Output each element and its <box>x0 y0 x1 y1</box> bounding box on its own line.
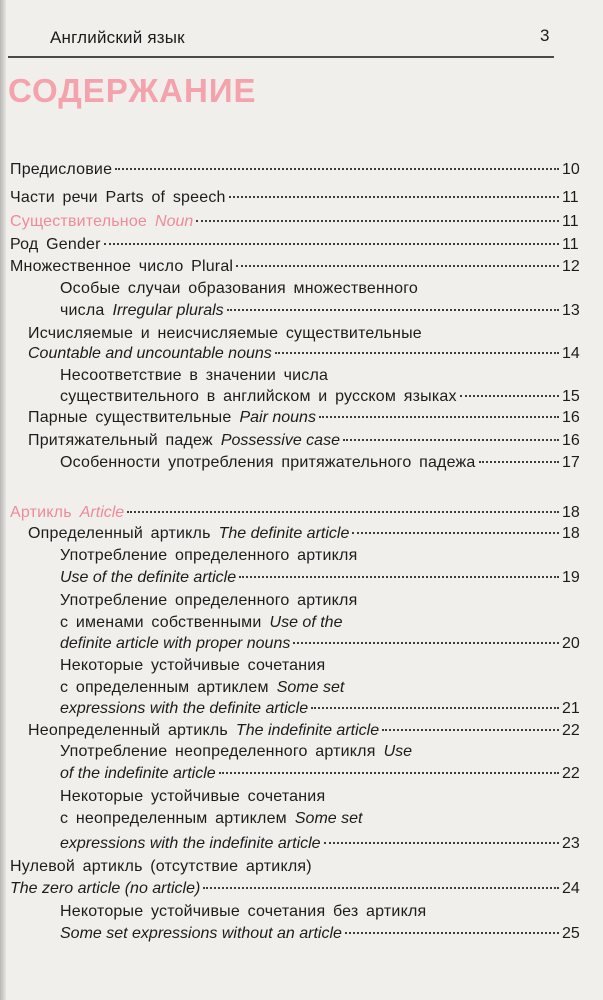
toc-entry[interactable] <box>60 453 590 473</box>
toc-entry-english-title: Some set <box>276 679 345 696</box>
toc-entry[interactable] <box>28 431 590 451</box>
contents-heading: СОДЕРЖАНИЕ <box>8 72 257 109</box>
toc-entry-title: Особые случаи образования множественного <box>60 280 418 297</box>
toc-entry[interactable] <box>60 809 470 829</box>
toc-entry[interactable] <box>10 212 590 232</box>
toc-entry-title: Артикль <box>10 504 72 521</box>
toc-entry-english-title: Use of the <box>269 614 343 631</box>
toc-entry-english-title: Possessive case <box>220 432 340 449</box>
toc-entry-english-title: Some set <box>294 810 363 827</box>
toc-entry-title: Исчисляемые и неисчисляемые существительные <box>28 325 422 342</box>
toc-entry[interactable] <box>60 366 530 386</box>
toc-entry-title: Существительное <box>10 213 148 230</box>
toc-entry-title: Множественное число Plural <box>10 258 234 275</box>
toc-entry-title: Притяжательный падеж <box>28 432 213 449</box>
dot-leader <box>479 461 559 463</box>
toc-page-number: 16 <box>562 432 580 449</box>
toc-entry-english-title: Pair nouns <box>239 409 316 426</box>
toc-entry-english-title: Article <box>79 504 125 521</box>
toc-entry-title: Некоторые устойчивые сочетания без артикля <box>60 903 427 920</box>
dot-leader <box>324 842 559 844</box>
toc-entry-title: существительного в английском и русском языках <box>60 388 457 405</box>
toc-entry-title: Употребление неопределенного артикля <box>60 743 376 760</box>
toc-entry-english-title: Some set expressions without an article <box>60 925 342 942</box>
page-spine <box>0 0 6 1000</box>
dot-leader <box>196 220 559 222</box>
dot-leader <box>127 511 559 513</box>
toc-entry-title: числа <box>60 302 105 319</box>
toc-page-number: 19 <box>562 569 580 586</box>
toc-page-number: 12 <box>562 258 580 275</box>
toc-entry[interactable] <box>10 857 450 877</box>
toc-entry[interactable] <box>60 699 590 719</box>
toc-entry[interactable] <box>60 387 590 407</box>
toc-entry[interactable] <box>10 879 590 899</box>
toc-entry-title: Парные существительные <box>28 409 232 426</box>
toc-entry[interactable] <box>60 656 450 676</box>
header-rule <box>8 56 554 58</box>
toc-entry[interactable] <box>60 279 560 299</box>
toc-entry-english-title: The definite article <box>218 525 350 542</box>
toc-page-number: 22 <box>562 765 580 782</box>
toc-page-number: 25 <box>562 925 580 942</box>
toc-page-number: 23 <box>562 835 580 852</box>
toc-entry[interactable] <box>60 301 590 321</box>
toc-entry[interactable] <box>10 503 590 523</box>
toc-entry-title: Несоответствие в значении числа <box>60 367 329 384</box>
toc-entry[interactable] <box>28 524 590 544</box>
dot-leader <box>345 932 559 934</box>
toc-entry[interactable] <box>28 408 590 428</box>
dot-leader <box>115 168 559 170</box>
toc-page-number: 11 <box>562 189 579 206</box>
toc-entry-english-title: Use <box>383 743 413 760</box>
dot-leader <box>311 707 559 709</box>
toc-entry-title: Некоторые устойчивые сочетания <box>60 657 326 674</box>
toc-entry[interactable] <box>10 188 590 208</box>
toc-entry[interactable] <box>60 834 590 854</box>
dot-leader <box>460 395 559 397</box>
dot-leader <box>229 196 559 198</box>
toc-entry-title: Нулевой артикль (отсутствие артикля) <box>10 858 312 875</box>
dot-leader <box>104 243 559 245</box>
dot-leader <box>239 576 559 578</box>
toc-entry[interactable] <box>10 257 590 277</box>
toc-entry-title: Род Gender <box>10 236 101 253</box>
toc-entry[interactable] <box>10 235 590 255</box>
toc-entry-english-title: expressions with the indefinite article <box>60 835 321 852</box>
toc-page-number: 10 <box>562 161 580 178</box>
toc-entry-title: Употребление определенного артикля <box>60 592 358 609</box>
dot-leader <box>203 887 559 889</box>
toc-entry-english-title: of the indefinite article <box>60 765 216 782</box>
toc-entry[interactable] <box>60 613 450 633</box>
dot-leader <box>382 729 559 731</box>
toc-entry-title: с определенным артиклем <box>60 679 269 696</box>
toc-page-number: 18 <box>562 525 580 542</box>
running-header-title: Английский язык <box>50 28 185 47</box>
toc-entry[interactable] <box>28 324 530 344</box>
toc-entry[interactable] <box>60 787 450 807</box>
toc-page-number: 15 <box>562 388 580 405</box>
toc-entry-english-title: The indefinite article <box>235 722 380 739</box>
toc-entry[interactable] <box>28 344 590 364</box>
toc-entry-title: с неопределенным артиклем <box>60 810 287 827</box>
toc-entry-title: Некоторые устойчивые сочетания <box>60 788 326 805</box>
toc-entry-title: с именами собственными <box>60 614 262 631</box>
toc-page-number: 16 <box>562 409 580 426</box>
toc-entry-title: Неопределенный артикль <box>28 722 228 739</box>
toc-page-number: 11 <box>562 213 579 230</box>
toc-entry-english-title: The zero article (no article) <box>10 880 201 897</box>
toc-page-number: 20 <box>562 635 580 652</box>
toc-entry-title: Употребление определенного артикля <box>60 547 358 564</box>
dot-leader <box>319 416 559 418</box>
toc-entry[interactable] <box>60 678 450 698</box>
toc-page-number: 11 <box>562 236 579 253</box>
toc-page-number: 22 <box>562 722 580 739</box>
toc-entry-title: Особенности употребления притяжательного падежа <box>60 454 476 471</box>
toc-entry[interactable] <box>60 568 590 588</box>
dot-leader <box>343 439 559 441</box>
toc-page-number: 24 <box>562 880 580 897</box>
toc-entry[interactable] <box>60 902 530 922</box>
dot-leader <box>227 309 559 311</box>
toc-entry[interactable] <box>60 591 450 611</box>
toc-page-number: 21 <box>562 700 580 717</box>
toc-entry-english-title: expressions with the definite article <box>60 700 309 717</box>
page-number: 3 <box>540 26 550 45</box>
toc-entry[interactable] <box>60 764 590 784</box>
toc-page-number: 17 <box>562 454 580 471</box>
dot-leader <box>219 772 559 774</box>
toc-entry[interactable] <box>10 160 590 180</box>
toc-page-number: 13 <box>562 302 580 319</box>
toc-entry[interactable] <box>60 742 510 762</box>
dot-leader <box>352 532 559 534</box>
toc-entry-english-title: Countable and uncountable nouns <box>28 345 272 362</box>
toc-entry-title: Предисловие <box>10 161 113 178</box>
toc-entry-english-title: definite article with proper nouns <box>60 635 291 652</box>
dot-leader <box>236 265 559 267</box>
toc-entry-english-title: Use of the definite article <box>60 569 237 586</box>
dot-leader <box>293 642 559 644</box>
toc-entry[interactable] <box>28 721 590 741</box>
toc-entry-title: Части речи Parts of speech <box>10 189 226 206</box>
toc-page-number: 14 <box>562 345 580 362</box>
toc-entry-english-title: Noun <box>155 213 194 230</box>
dot-leader <box>275 352 559 354</box>
toc-entry[interactable] <box>60 924 590 944</box>
toc-entry-title: Определенный артикль <box>28 525 211 542</box>
toc-page-number: 18 <box>562 504 580 521</box>
toc-entry[interactable] <box>60 546 450 566</box>
toc-entry[interactable] <box>60 634 590 654</box>
toc-entry-english-title: Irregular plurals <box>112 302 224 319</box>
